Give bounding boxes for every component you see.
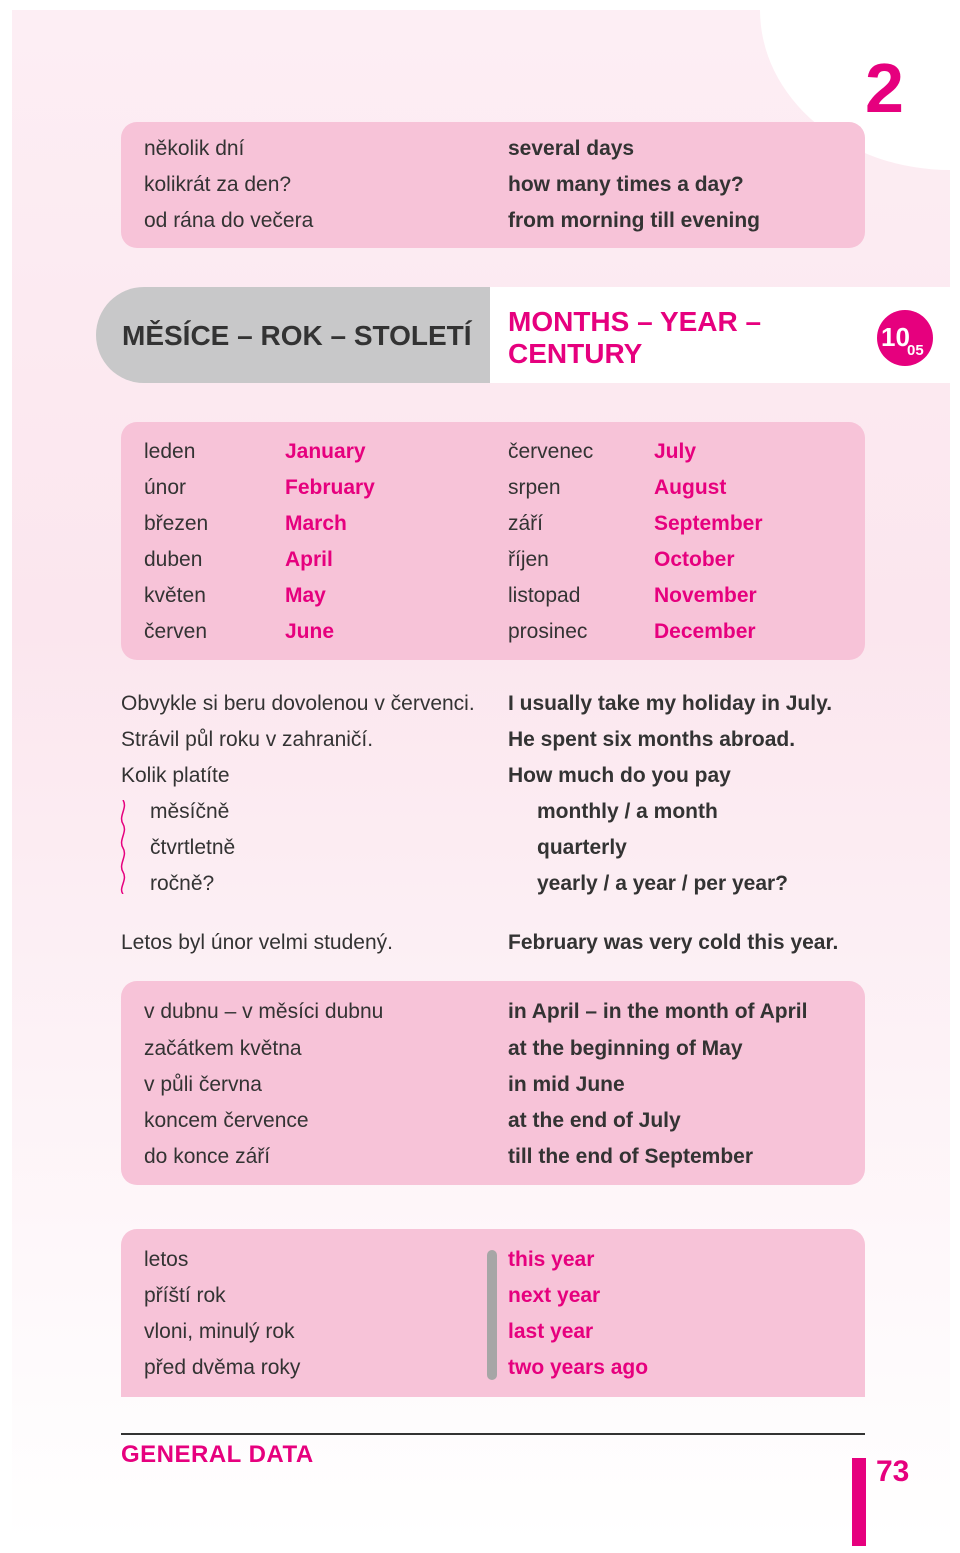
month-en: February: [285, 476, 375, 499]
chapter-number: 2: [865, 49, 904, 127]
sentence-cz: Letos byl únor velmi studený.: [121, 931, 393, 954]
phrase-en: two years ago: [508, 1356, 649, 1379]
month-cz: říjen: [508, 548, 549, 571]
page-number: 73: [876, 1455, 910, 1488]
month-cz: červen: [144, 620, 208, 643]
phrase-cz: letos: [144, 1248, 189, 1271]
month-en: April: [285, 548, 333, 571]
month-cz: leden: [144, 440, 196, 463]
month-en: June: [285, 620, 335, 643]
month-cz: březen: [144, 512, 209, 535]
month-en: July: [654, 440, 697, 463]
phrase-cz: v dubnu – v měsíci dubnu: [144, 1000, 384, 1023]
phrase-en: from morning till evening: [508, 209, 761, 232]
month-en: May: [285, 584, 326, 607]
sentence-en: He spent six months abroad.: [508, 728, 796, 751]
footer-rule: [121, 1433, 865, 1435]
phrase-cz: koncem července: [144, 1109, 309, 1132]
track-sub-number: 05: [907, 342, 924, 359]
sentence-cz: čtvrtletně: [150, 836, 236, 859]
bracket-wave: [118, 800, 128, 894]
phrase-en: at the end of July: [508, 1109, 681, 1132]
section-title-en-line2: CENTURY: [508, 338, 643, 369]
phrase-en: this year: [508, 1248, 595, 1271]
audio-track-icon: [877, 310, 933, 366]
column-divider: [487, 1250, 497, 1380]
month-cz: květen: [144, 584, 206, 607]
phrase-cz: začátkem května: [144, 1037, 302, 1060]
sentence-en: monthly / a month: [537, 800, 718, 823]
month-en: March: [285, 512, 347, 535]
month-cz: duben: [144, 548, 203, 571]
phrase-en: several days: [508, 137, 635, 160]
sentence-cz: Obvykle si beru dovolenou v červenci.: [121, 692, 475, 715]
sentence-cz: Kolik platíte: [121, 764, 230, 787]
month-en: August: [654, 476, 727, 499]
phrase-en: in April – in the month of April: [508, 1000, 808, 1023]
phrase-en: how many times a day?: [508, 173, 744, 196]
phrase-cz: kolikrát za den?: [144, 173, 292, 196]
track-number: 10: [881, 322, 910, 352]
month-cz: prosinec: [508, 620, 588, 643]
phrase-cz: několik dní: [144, 137, 245, 160]
month-en: November: [654, 584, 757, 607]
sentence-en: quarterly: [537, 836, 627, 859]
sentence-en: February was very cold this year.: [508, 931, 839, 954]
month-cz: srpen: [508, 476, 561, 499]
sentence-cz: Strávil půl roku v zahraničí.: [121, 728, 374, 751]
phrase-cz: vloni, minulý rok: [144, 1320, 295, 1343]
section-title-cz: MĚSÍCE – ROK – STOLETÍ: [122, 320, 472, 351]
month-en: September: [654, 512, 763, 535]
page-number-bar: [852, 1458, 866, 1546]
phrase-en: till the end of September: [508, 1145, 754, 1168]
month-cz: listopad: [508, 584, 581, 607]
phrase-cz: od rána do večera: [144, 209, 314, 232]
month-cz: červenec: [508, 440, 594, 463]
phrase-cz: do konce září: [144, 1145, 271, 1168]
sentence-en: How much do you pay: [508, 764, 731, 787]
phrase-en: last year: [508, 1320, 594, 1343]
phrase-en: at the beginning of May: [508, 1037, 743, 1060]
sentence-cz: ročně?: [150, 872, 215, 895]
month-cz: únor: [144, 476, 187, 499]
section-title-en-line1: MONTHS – YEAR –: [508, 306, 762, 337]
sentence-en: I usually take my holiday in July.: [508, 692, 833, 715]
phrase-en: next year: [508, 1284, 601, 1307]
month-en: October: [654, 548, 735, 571]
sentence-cz: měsíčně: [150, 800, 230, 823]
phrase-en: in mid June: [508, 1073, 625, 1096]
phrase-cz: příští rok: [144, 1284, 226, 1307]
phrase-cz: před dvěma roky: [144, 1356, 301, 1379]
sentence-en: yearly / a year / per year?: [537, 872, 789, 895]
footer-section-title: GENERAL DATA: [121, 1441, 314, 1468]
month-cz: září: [508, 512, 544, 535]
month-en: January: [285, 440, 366, 463]
phrase-cz: v půli června: [144, 1073, 262, 1096]
month-en: December: [654, 620, 756, 643]
section-title-en: [508, 306, 761, 370]
